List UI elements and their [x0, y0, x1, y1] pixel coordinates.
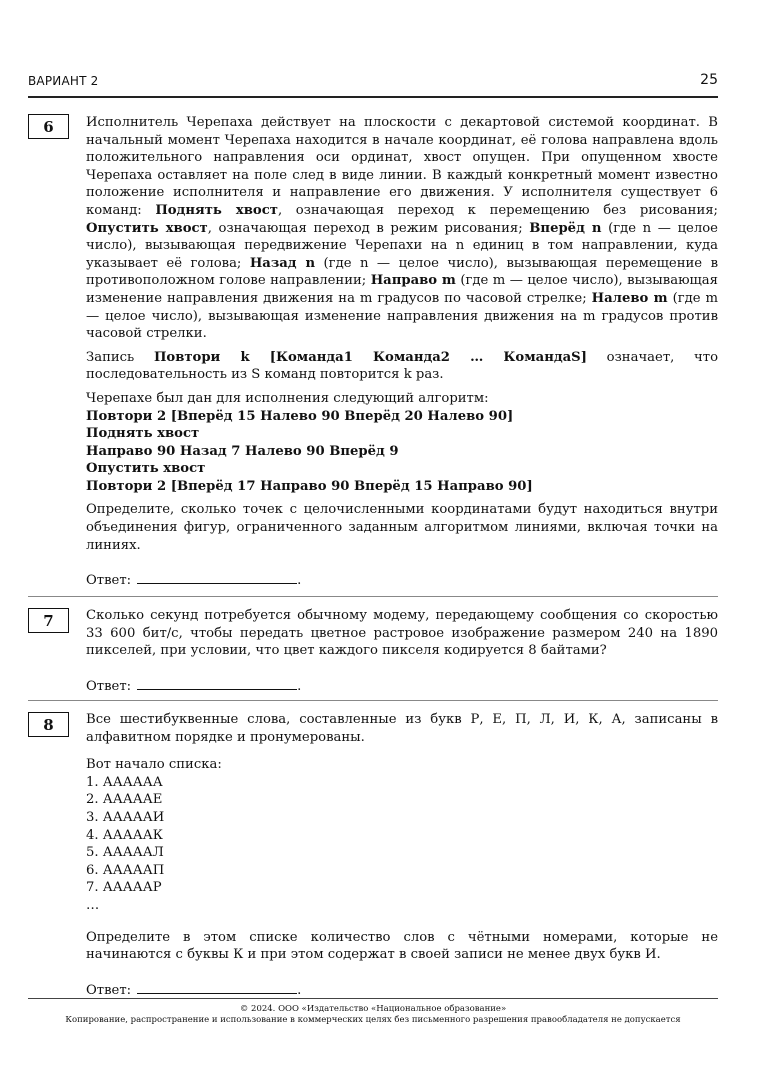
list-item: 2. АААААЕ	[86, 792, 163, 808]
task-8-answer-field[interactable]	[137, 980, 297, 994]
task-8-answer: Ответ: .	[86, 980, 718, 1000]
list-item: 6. АААААП	[86, 862, 165, 878]
task-6-answer: Ответ: .	[86, 570, 718, 590]
footer-copyright: © 2024. ООО «Издательство «Национальное образование»	[239, 1004, 507, 1014]
task-6-number: 6	[28, 114, 69, 139]
list-item: 1. АААААА	[86, 774, 163, 790]
page-number: 25	[700, 72, 718, 88]
page-header	[28, 74, 718, 94]
task-8-text: Все шестибуквенные слова, составленные из букв Р, Е, П, Л, И, К, А, записаны в алфавитном порядке и пронумерованы.	[86, 712, 718, 745]
task-6-intro: Исполнитель Черепаха действует на плоскости с декартовой системой координат. В начальный момент Черепаха находится в начале координат, её голова направлена вдоль положительного направления оси ординат, хвост опущен. При опущенном хвосте Черепаха оставляет на поле след в виде линии. В каждый конкретный момент известно положение исполнителя и направление его движения. У исполнителя существует 6 команд: Поднять хвост, означающая переход к перемещению без рисования; Опустить хвост, означающая переход в режим рисования; Вперёд n (где n — целое число), вызывающая передвижение Черепахи на n единиц в том направлении, куда указывает её голова; Назад n (где n — целое число), вызывающая перемещение в противоположном голове направлении; Направо m (где m — целое число), вызывающая изменение направления движения на m градусов по часовой стрелке; Налево m (где m — целое число), вызывающая изменение направления движения на m градусов против часовой стрелки.	[86, 115, 719, 342]
header-divider	[28, 96, 718, 98]
task-6-algorithm-intro: Черепахе был дан для исполнения следующий алгоритм:	[86, 390, 489, 406]
task-7-answer: Ответ: .	[86, 676, 718, 696]
task-7	[86, 607, 718, 695]
algorithm-line: Направо 90 Назад 7 Налево 90 Вперёд 9	[86, 443, 399, 459]
algorithm-line: Повтори 2 [Вперёд 15 Налево 90 Вперёд 20 Налево 90]	[86, 408, 514, 424]
algorithm-line: Поднять хвост	[86, 426, 200, 442]
task-8	[86, 711, 718, 999]
task-7-answer-field[interactable]	[137, 676, 297, 690]
algorithm-line: Опустить хвост	[86, 461, 206, 477]
task-6-repeat-definition: Запись Повтори k [Команда1 Команда2 … КомандаS] означает, что последовательность из S команд повторится k раз.	[86, 349, 719, 383]
task-7-number: 7	[28, 608, 69, 633]
footer-divider	[28, 998, 718, 999]
task-8-question: Определите в этом списке количество слов с чётными номерами, которые не начинаются с буквы К и при этом содержат в своей записи не менее двух букв И.	[86, 929, 718, 963]
footer-notice: Копирование, распространение и использование в коммерческих целях без письменного разрешения правообладателя не допускается	[65, 1015, 681, 1025]
section-divider	[28, 596, 718, 597]
task-6	[86, 114, 718, 590]
list-ellipsis: …	[86, 897, 100, 913]
list-item: 7. АААААР	[86, 880, 162, 896]
task-7-text: Сколько секунд потребуется обычному модему, передающему сообщения со скоростью 33 600 бит/с, чтобы передать цветное растровое изображение размером 240 на 1890 пикселей, при условии, что цвет каждого пикселя кодируется 8 байтами?	[86, 608, 718, 659]
variant-label: ВАРИАНТ 2	[28, 74, 99, 88]
algorithm-line: Повтори 2 [Вперёд 17 Направо 90 Вперёд 15 Направо 90]	[86, 478, 533, 494]
task-8-number: 8	[28, 712, 69, 737]
list-item: 4. АААААК	[86, 827, 163, 843]
task-6-question: Определите, сколько точек с целочисленными координатами будут находиться внутри объединения фигур, ограниченного заданным алгоритмом линиями, включая точки на линиях.	[86, 502, 718, 553]
task-8-list-intro: Вот начало списка:	[86, 757, 222, 773]
list-item: 5. АААААЛ	[86, 845, 164, 861]
list-item: 3. АААААИ	[86, 809, 165, 825]
task-6-answer-field[interactable]	[137, 570, 297, 584]
section-divider	[28, 700, 718, 701]
